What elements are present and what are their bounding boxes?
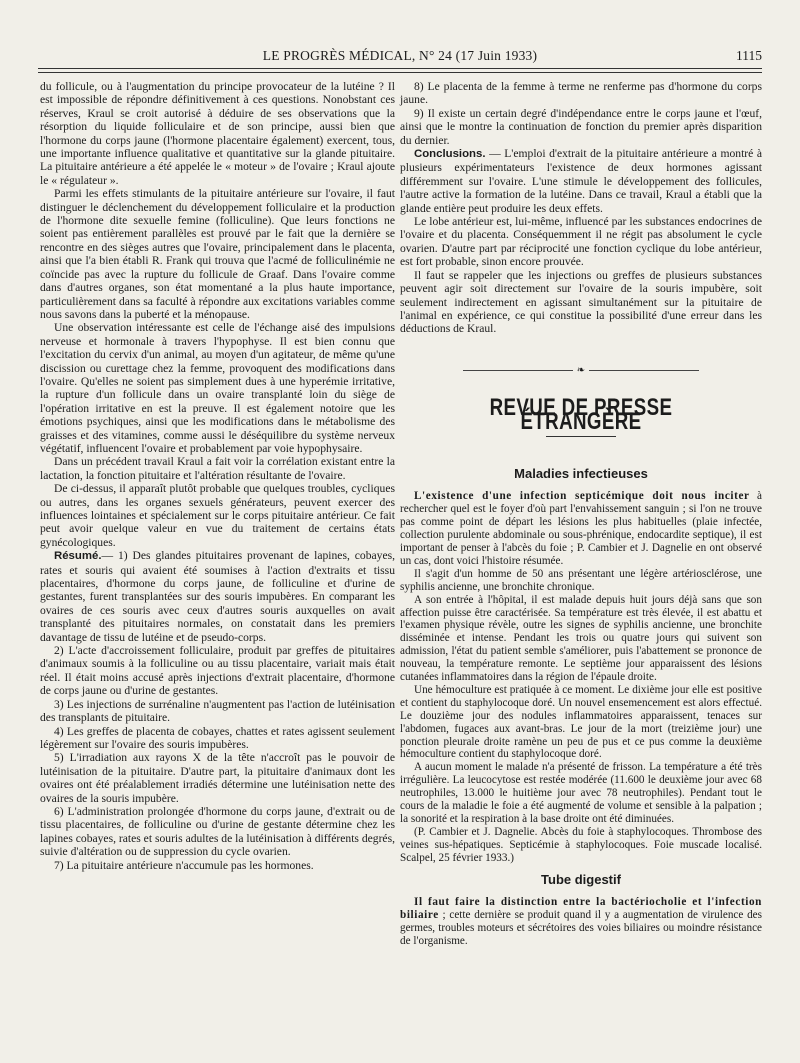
paragraph: A aucun moment le malade n'a présenté de frisson. La température a été très irrégulière. La leucocytose est restée modérée (11.600 le deuxième jour avec 68 neutrophiles, 13.000 le huitième jour avec 78 neutrophiles). Pendant tout le cours de la maladie le foie a été augmenté de volume et sensible à la palpation ; la sonorité et la respiration à la base droite ont été diminuées. [400,761,762,825]
paragraph [400,490,762,567]
title-rule [546,436,616,437]
header-rule-thin [38,72,762,73]
paragraph: Une observation intéressante est celle de l'échange aisé des impulsions nerveuse et hormonale à travers l'hypophyse. Il est bien connu que l'excitation du cervix d'un animal, au moyen d'un agitateur, de même qu'une discission ou curettage chez la femme, provoquent des modifications dans l'ovaire. Qu'elles ne soient pas simplement dues à une hyperémie irritative, la rupture d'un follicule dans un ovaire transplanté loin du siège de l'opération irritative en est la preuve. Il est également notoire que les émotions psychiques, ainsi que les modifications dans le métabolisme des graisses et des vitamines, comme aussi le déséquilibre du système nerveux végétatif, influencent l'ovaire et probablement par voie hypophysaire. [40,321,395,455]
subsection-body [400,490,762,864]
paragraph: Dans un précédent travail Kraul a fait voir la corrélation existant entre la lactation, la fonction pituitaire et l'altération résultante de l'ovaire. [40,455,395,482]
conclusions-text: — L'emploi d'extrait de la pituitaire antérieure a montré à plusieurs expérimentateurs l'existence de deux hormones agissant différemment sur l'ovaire. L'une stimule le développement des follicules, l'autre active la formation de la lutéine. Dans ce travail, Kraul a établi que la glande entière peut produire les deux effets. [400,147,762,215]
resume-item: — 1) Des glandes pituitaires provenant de lapines, cobayes, rates et souris qui avaient été soumises à l'action d'extraits et tissu placentaires, d'hormone du corps jaune, de folliculine et d'urine de gestantes, furent transplantées sur des souris impubères. En comparant les ovaires de ces souris avec ceux d'autres souris auxquelles on avait transplanté des pituitaires normales, on constatait dans les premiers davantage de tissu de lutéine et de pseudo-corps. [40,549,395,644]
page-number: 1115 [736,48,762,63]
resume-item: 3) Les injections de surrénaline n'augmentent pas l'action de lutéinisation des transplants de pituitaire. [40,697,395,725]
section-title: REVUE DE PRESSE ÉTRANGÈRE [489,394,673,435]
resume-item: 4) Les greffes de placenta de cobayes, chattes et rates agissent seulement légèrement sur l'ovaire des souris impubères. [40,724,395,751]
separator-line [463,370,573,371]
subsection-body [400,896,762,948]
separator-line [589,370,699,371]
paragraph: Le lobe antérieur est, lui-même, influencé par les substances endocrines de l'ovaire et du placenta. Conséquemment il ne régit pas absolument le cycle ovarien. D'autre part par réciprocité une fonction cyclique du lobe antérieur, est fort probable, sinon encore prouvée. [400,215,762,269]
paragraph: A son entrée à l'hôpital, il est malade depuis huit jours déjà sans que son affection puisse être caractérisée. Sa température est très élevée, il est abattu et l'examen physique révèle, outre les signes de syphilis ancienne, une bronchite disséminée et intense. Pendant les trois ou quatre jours qui suivent son admission, l'état du patient semble s'améliorer, puis l'abattement se prononce de nouveau, la température remonte. Le septième jour apparaissent des lésions cutanées inflammatoires dans la région de l'épaule droite. [400,593,762,684]
page-header [38,48,762,70]
paragraph-text: à rechercher quel est le foyer d'où part l'envahissement sanguin ; si l'on ne trouve pas comme point de départ les lésions les plus habituelles (plaie infectée, collection purulente abdominale ou sous-phrénique, endocardite septique), il est important de penser à l'abcès du foie ; P. Cambier et J. Dagnelie en ont observé un cas, dont voici l'histoire résumée. [400,490,762,567]
journal-title: LE PROGRÈS MÉDICAL, N° 24 (17 Juin 1933) [262,48,538,63]
resume-item: 9) Il existe un certain degré d'indépendance entre le corps jaune et l'œuf, ainsi que le montre la continuation de fonction du premier après disparition du dernier. [400,106,762,147]
section-separator [400,364,762,377]
paragraph-text: ; cette dernière se produit quand il y a augmentation de virulence des germes, troubles moteurs et sécrétoires des voies biliaires ou moindre résistance de l'organisme. [400,908,762,947]
conclusions-paragraph [400,147,762,215]
paragraph: Une hémoculture est pratiquée à ce moment. Le dixième jour elle est positive et contient du staphylocoque doré. Un nouvel ensemencement est alors effectué. Le douzième jour des nodules inflammatoires apparaissent, tenaces sur l'abdomen, fugaces aux avant-bras. Le jour de la mort (treizième jour) une ponction pleurale droite ramène un peu de pus et ce pus comme la deuxième hémoculture contient du staphylocoque doré. [400,683,762,761]
conclusions-label: Conclusions. [414,148,486,161]
lead-phrase: Il faut faire la distinction entre la bactériocholie et l'infection biliaire [400,896,762,921]
paragraph [400,896,762,948]
lead-phrase: L'existence d'une infection septicémique doit nous inciter [414,490,750,503]
resume-paragraph [40,549,395,644]
resume-label: Résumé. [54,550,102,563]
paragraph: Il faut se rappeler que les injections ou greffes de plusieurs substances peuvent agir soit directement sur l'ovaire de la souris impubère, soit seulement indirectement en agissant simultanément sur la pituitaire de l'animal en expérience, ce qui constitue la possibilité d'une erreur dans les déductions de Kraul. [400,268,762,336]
paragraph: Parmi les effets stimulants de la pituitaire antérieure sur l'ovaire, il faut distinguer le déclenchement du développement folliculaire et la production de l'hormone dite sexuelle femine (folliculine). Que leurs fonctions ne soient pas entièrement parallèles est prouvé par le fait que la dernière se rencontre en des sièges autres que l'ovaire, principalement dans le placenta, ainsi que l'a bien établi R. Frank qui trouva que l'acmé de folliculinémie ne coïncide pas avec la rupture du follicule de Graaf. Dans l'ovaire comme dans d'autres organes, son état momentané a la plus haute importance, particulièrement dans sa faculté à répondre aux excitations variables comme nous savons dans la puberté et la ménopause. [40,187,395,321]
resume-item: 7) La pituitaire antérieure n'accumule pas les hormones. [54,858,314,872]
subsection-heading: Maladies infectieuses [514,465,648,481]
paragraph: Il s'agit d'un homme de 50 ans présentant une légère artériosclérose, une syphilis ancienne, une bronchite chronique. [400,567,762,593]
ornament-icon: ❧ [576,364,586,376]
paragraph: du follicule, ou à l'augmentation du principe provocateur de la lutéine ? Il est impossible de répondre définitivement à ces questions. Nonobstant ces réserves, Kraul se croit autorisé à déduire de ses observations que la résorption du liquide folliculaire et de son principe, aussi bien que l'hormone du corps jaune (l'hormone placentaire également) exercent, tous, une importante influence qualitative et quantitative sur la glande pituitaire. La pituitaire antérieure a été appelée le « moteur » de l'ovaire ; Kraul ajoute le « régulateur ». [40,80,395,187]
resume-item: 6) L'administration prolongée d'hormone du corps jaune, d'extrait ou de tissu placentaires, de folliculine ou d'urine de gestante détermine chez les lapines cobayes, rates et souris adultes de la lutéinisation à différents degrés, suivie d'altération ou de suppression du cycle ovarien. [40,804,395,859]
left-column [40,80,395,872]
subsection-heading: Tube digestif [541,871,621,887]
citation: (P. Cambier et J. Dagnelie. Abcès du foie à staphylocoques. Thrombose des veines sus-hépatiques. Septicémie à staphylocoques. Foie muscade localisé. Scalpel, 25 février 1933.) [400,825,762,864]
paragraph: De ci-dessus, il apparaît plutôt probable que quelques troubles, cycliques ou autres, dans les organes sexuels générateurs, peuvent exercer des influences lointaines et spécialement sur le corps pituitaire antérieur. Ce fait peut avoir quelque valeur en vue du traitement de certains états gynécologiques. [40,482,395,549]
right-column [400,80,762,948]
resume-item: 2) L'acte d'accroissement folliculaire, produit par greffes de pituitaires d'animaux soumis à la folliculine ou au tissu placentaire, variait mais était réel. Il était moins accusé après injections d'extrait placentaire, d'hormone de corps jaune ou d'urine de gestantes. [40,644,395,698]
resume-item: 5) L'irradiation aux rayons X de la tête n'accroît pas le pouvoir de lutéinisation de la pituitaire. D'autre part, la pituitaire d'animaux dont les ovaires ont été préalablement irradiés détermine une lutéinisation nette des ovaires de la souris impubère. [40,751,395,805]
header-rule [38,68,762,69]
resume-item: 8) Le placenta de la femme à terme ne renferme pas d'hormone du corps jaune. [400,80,762,107]
